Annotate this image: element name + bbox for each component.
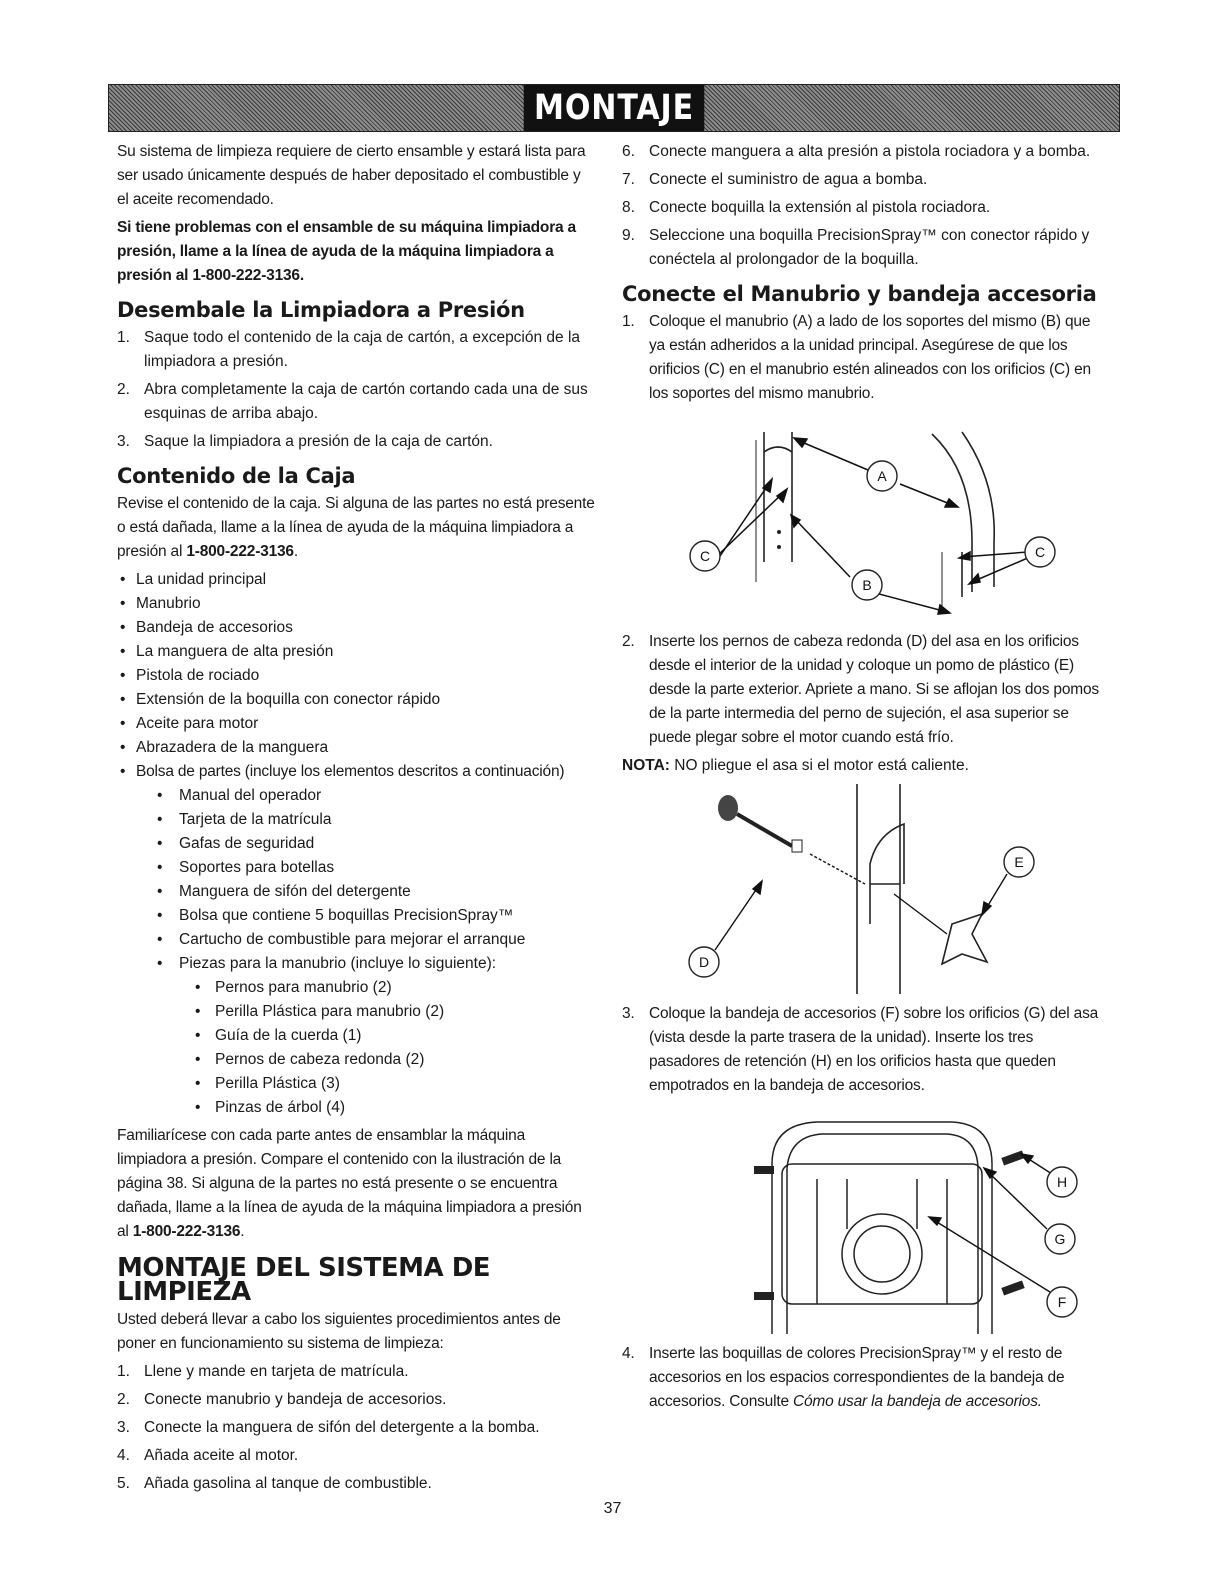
list-item: 2. Abra completamente la caja de cartón cortando cada una de sus esquinas de arriba abajo.	[117, 381, 588, 422]
box-contents-list	[117, 568, 595, 1120]
list-item: • Pinzas de árbol (4)	[117, 1096, 595, 1120]
list-item: 7. Conecte el suministro de agua a bomba.	[622, 171, 928, 188]
unpack-steps	[117, 326, 595, 454]
page-number: 37	[603, 1500, 622, 1517]
unpack-heading: Desembale la Limpiadora a Presión	[117, 298, 525, 322]
assembly-steps	[117, 1360, 595, 1496]
list-item: • Guía de la cuerda (1)	[117, 1024, 595, 1048]
section-banner	[108, 84, 1120, 132]
list-item: • Perilla Plástica (3)	[117, 1072, 595, 1096]
list-item: 1. Llene y mande en tarjeta de matrícula.	[117, 1363, 409, 1380]
list-item: • Perilla Plástica para manubrio (2)	[117, 1000, 595, 1024]
callout-h: H	[1056, 1174, 1068, 1190]
list-item: 6. Conecte manguera a alta presión a pistola rociadora y a bomba.	[622, 143, 1091, 160]
callout-d: D	[698, 954, 710, 970]
list-item: • Piezas para la manubrio (incluye lo siguiente):	[117, 952, 595, 976]
list-item: • Pernos de cabeza redonda (2)	[117, 1048, 595, 1072]
familiarize-text: Familiarícese con cada parte antes de ensamblar la máquina limpiadora a presión. Compare el contenido con la ilustración de la página 38. Si alguna de la partes no está presente o se encuentra dañada, llame a la línea de ayuda de la máquina limpiadora a presión al 1-800-222-3136.	[117, 1127, 582, 1240]
list-item: 4. Añada aceite al motor.	[117, 1447, 299, 1464]
left-column	[117, 140, 595, 1500]
right-column	[622, 140, 1102, 1418]
accessory-tray-diagram	[642, 1104, 1082, 1334]
list-item: • Bandeja de accesorios	[117, 616, 595, 640]
list-item: 5. Añada gasolina al tanque de combustible.	[117, 1475, 432, 1492]
list-item: • Pistola de rociado	[117, 664, 595, 688]
callout-c-right: C	[1034, 544, 1046, 560]
assembly-intro: Usted deberá llevar a cabo los siguientes procedimientos antes de poner en funcionamiento su sistema de limpieza:	[117, 1311, 561, 1352]
list-item: • Aceite para motor	[117, 712, 595, 736]
list-item: 3. Conecte la manguera de sifón del detergente a la bomba.	[117, 1419, 540, 1436]
intro-text: Su sistema de limpieza requiere de cierto ensamble y estará lista para ser usado únicamente después de haber depositado el combustible y el aceite recomendado.	[117, 143, 586, 208]
list-item: 2. Conecte manubrio y bandeja de accesorios.	[117, 1391, 447, 1408]
list-item: 4. Inserte las boquillas de colores PrecisionSpray™ y el resto de accesorios en los espacios correspondientes de la bandeja de accesorios. Consulte Cómo usar la bandeja de accesorios.	[622, 1345, 1065, 1410]
list-item: • Abrazadera de la manguera	[117, 736, 595, 760]
handle-bracket-diagram	[642, 412, 1082, 622]
list-item: • La unidad principal	[117, 568, 595, 592]
list-item: • Manguera de sifón del detergente	[117, 880, 595, 904]
handle-steps-4	[622, 1342, 1102, 1414]
contents-heading: Contenido de la Caja	[117, 464, 356, 488]
list-item: • Gafas de seguridad	[117, 832, 595, 856]
helpline-notice: Si tiene problemas con el ensamble de su máquina limpiadora a presión, llame a la línea de ayuda de la máquina limpiadora a presión al 1-800-222-3136.	[117, 219, 576, 284]
callout-f: F	[1057, 1294, 1067, 1310]
callout-a: A	[877, 468, 887, 484]
list-item: • Bolsa de partes (incluye los elementos descritos a continuación)	[117, 760, 595, 784]
list-item: 3. Saque la limpiadora a presión de la caja de cartón.	[117, 433, 493, 450]
list-item: 8. Conecte boquilla la extensión al pistola rociadora.	[622, 199, 991, 216]
list-item: • Manubrio	[117, 592, 595, 616]
list-item: • Tarjeta de la matrícula	[117, 808, 595, 832]
list-item: 2. Inserte los pernos de cabeza redonda (D) del asa en los orificios desde el interior de la unidad y coloque un pomo de plástico (E) desde la parte exterior. Apriete a mano. Si se aflojan los dos pomos de la parte intermedia del perno de sujeción, el asa superior se puede plegar sobre el motor cuando está frío.	[622, 633, 1099, 746]
callout-c-left: C	[699, 548, 711, 564]
list-item: 1. Coloque el manubrio (A) a lado de los soportes del mismo (B) que ya están adheridos a la unidad principal. Asegúrese de que los orificios (C) en el manubrio estén alineados con los orificios (C) en los soportes del mismo manubrio.	[622, 313, 1091, 402]
list-item: • Manual del operador	[117, 784, 595, 808]
callout-g: G	[1054, 1231, 1066, 1247]
list-item: 3. Coloque la bandeja de accesorios (F) sobre los orificios (G) del asa (vista desde la parte trasera de la unidad). Inserte los tres pasadores de retención (H) en los orificios hasta que queden empotrados en la bandeja de accesorios.	[622, 1005, 1099, 1094]
list-item: • Pernos para manubrio (2)	[117, 976, 595, 1000]
handle-heading: Conecte el Manubrio y bandeja accesoria	[622, 282, 1097, 306]
assembly-heading: MONTAJE DEL SISTEMA DE LIMPIEZA	[117, 1253, 491, 1307]
list-item: • Bolsa que contiene 5 boquillas PrecisionSpray™	[117, 904, 595, 928]
callout-e: E	[1014, 854, 1024, 870]
list-item: • La manguera de alta presión	[117, 640, 595, 664]
handle-steps-2	[622, 630, 1102, 750]
list-item: 1. Saque todo el contenido de la caja de cartón, a excepción de la limpiadora a presión.	[117, 329, 581, 370]
section-title: MONTAJE	[524, 85, 705, 131]
list-item: • Cartucho de combustible para mejorar el arranque	[117, 928, 595, 952]
callout-b: B	[862, 577, 872, 593]
handle-steps	[622, 310, 1102, 406]
list-item: • Soportes para botellas	[117, 856, 595, 880]
list-item: • Extensión de la boquilla con conector rápido	[117, 688, 595, 712]
bolt-knob-diagram	[642, 784, 1082, 994]
note: NOTA: NO pliegue el asa si el motor está caliente.	[622, 757, 969, 774]
assembly-steps-continued	[622, 140, 1102, 272]
handle-steps-3	[622, 1002, 1102, 1098]
contents-intro: Revise el contenido de la caja. Si alguna de las partes no está presente o está dañada, llame a la línea de ayuda de la máquina limpiadora a presión al 1-800-222-3136.	[117, 495, 595, 560]
list-item: 9. Seleccione una boquilla PrecisionSpray™ con conector rápido y conéctela al prolongador de la boquilla.	[622, 227, 1090, 268]
